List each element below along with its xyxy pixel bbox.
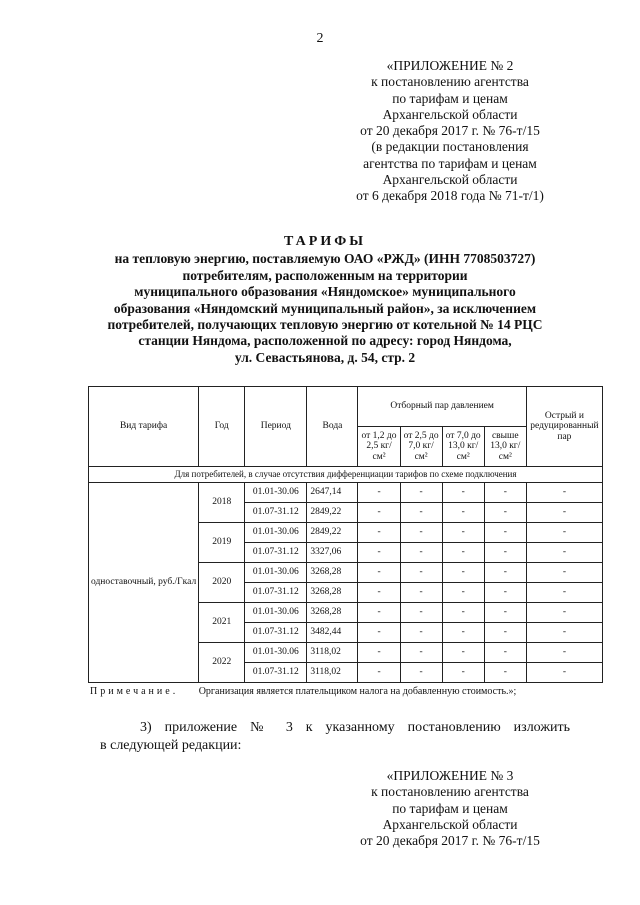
appendix-line: к постановлению агентства — [371, 784, 529, 800]
title-line: на тепловую энергию, поставляемую ОАО «РЖД» (ИНН 7708503727) — [114, 251, 536, 267]
document-title — [90, 234, 560, 366]
steam-2-cell: - — [400, 643, 442, 663]
steam-4-cell: - — [484, 503, 526, 523]
header-water: Вода — [307, 387, 358, 467]
steam-2-cell: - — [400, 503, 442, 523]
title-line: потребителям, расположенным на территории — [182, 267, 468, 283]
title-line: станции Няндома, расположенной по адресу: город Няндома, — [138, 333, 512, 349]
steam-1-cell: - — [358, 643, 400, 663]
water-value-cell: 3268,28 — [307, 563, 358, 583]
period-cell: 01.07-31.12 — [245, 623, 307, 643]
steam-1-cell: - — [358, 503, 400, 523]
water-value-cell: 3482,44 — [307, 623, 358, 643]
title-line: ул. Севастьянова, д. 54, стр. 2 — [234, 349, 416, 365]
note-text: Организация является плательщиком налога на добавленную стоимость.»; — [198, 686, 517, 697]
steam-3-cell: - — [442, 603, 484, 623]
page-number: 2 — [316, 31, 324, 46]
steam-1-cell: - — [358, 483, 400, 503]
steam-1-cell: - — [358, 563, 400, 583]
sharp-steam-cell: - — [526, 643, 602, 663]
header-period: Период — [245, 387, 307, 467]
sharp-steam-cell: - — [526, 563, 602, 583]
water-value-cell: 3268,28 — [307, 583, 358, 603]
title-line: потребителей, получающих тепловую энергию от котельной № 14 РЦС — [107, 317, 543, 333]
appendix-line: (в редакции постановления — [371, 139, 529, 155]
steam-2-cell: - — [400, 523, 442, 543]
title-line: образования «Няндомский муниципальный район», за исключением — [113, 300, 537, 316]
sharp-steam-cell: - — [526, 503, 602, 523]
year-cell: 2021 — [199, 603, 245, 643]
steam-1-cell: - — [358, 603, 400, 623]
period-cell: 01.07-31.12 — [245, 583, 307, 603]
sharp-steam-cell: - — [526, 603, 602, 623]
water-value-cell: 2647,14 — [307, 483, 358, 503]
appendix-3-header — [330, 768, 570, 849]
appendix-line: Архангельской области — [382, 172, 518, 188]
year-cell: 2022 — [199, 643, 245, 683]
steam-3-cell: - — [442, 503, 484, 523]
year-cell: 2020 — [199, 563, 245, 603]
appendix-line: от 6 декабря 2018 года № 71-т/1) — [356, 188, 544, 204]
steam-2-cell: - — [400, 563, 442, 583]
steam-3-cell: - — [442, 663, 484, 683]
sharp-steam-cell: - — [526, 523, 602, 543]
title-heading: ТАРИФЫ — [284, 234, 366, 249]
appendix-line: по тарифам и ценам — [392, 800, 508, 816]
period-cell: 01.01-30.06 — [245, 523, 307, 543]
steam-3-cell: - — [442, 523, 484, 543]
period-cell: 01.07-31.12 — [245, 543, 307, 563]
section-note: Для потребителей, в случае отсутствия дифференциации тарифов по схеме подключения — [89, 467, 603, 483]
sharp-steam-cell: - — [526, 583, 602, 603]
year-cell: 2019 — [199, 523, 245, 563]
water-value-cell: 3268,28 — [307, 603, 358, 623]
sharp-steam-cell: - — [526, 663, 602, 683]
steam-4-cell: - — [484, 543, 526, 563]
period-cell: 01.01-30.06 — [245, 643, 307, 663]
year-cell: 2018 — [199, 483, 245, 523]
appendix-line: от 20 декабря 2017 г. № 76-т/15 — [360, 833, 540, 849]
steam-2-cell: - — [400, 543, 442, 563]
tariff-table — [88, 386, 603, 683]
steam-2-cell: - — [400, 483, 442, 503]
steam-2-cell: - — [400, 663, 442, 683]
appendix-line: агентства по тарифам и ценам — [363, 155, 537, 171]
steam-2-cell: - — [400, 583, 442, 603]
header-steam-2: от 2,5 до 7,0 кг/см² — [400, 427, 442, 467]
header-year: Год — [199, 387, 245, 467]
header-steam-4: свыше 13,0 кг/см² — [484, 427, 526, 467]
steam-3-cell: - — [442, 643, 484, 663]
period-cell: 01.01-30.06 — [245, 603, 307, 623]
steam-4-cell: - — [484, 623, 526, 643]
header-sharp-steam: Острый и редуцированный пар — [526, 387, 602, 467]
sharp-steam-cell: - — [526, 483, 602, 503]
steam-4-cell: - — [484, 583, 526, 603]
header-steam-3: от 7,0 до 13,0 кг/см² — [442, 427, 484, 467]
steam-1-cell: - — [358, 663, 400, 683]
tariff-type-cell: одноставочный, руб./Гкал — [89, 483, 199, 683]
steam-4-cell: - — [484, 603, 526, 623]
appendix-line: «ПРИЛОЖЕНИЕ № 3 — [386, 768, 514, 783]
header-steam-1: от 1,2 до 2,5 кг/см² — [358, 427, 400, 467]
appendix-line: «ПРИЛОЖЕНИЕ № 2 — [386, 58, 514, 73]
period-cell: 01.01-30.06 — [245, 563, 307, 583]
period-cell: 01.07-31.12 — [245, 503, 307, 523]
appendix-2-header — [330, 58, 570, 205]
steam-4-cell: - — [484, 483, 526, 503]
sharp-steam-cell: - — [526, 623, 602, 643]
water-value-cell: 3118,02 — [307, 663, 358, 683]
appendix-line: Архангельской области — [382, 816, 518, 832]
steam-1-cell: - — [358, 523, 400, 543]
steam-3-cell: - — [442, 623, 484, 643]
header-steam-group: Отборный пар давлением — [358, 387, 526, 427]
water-value-cell: 3327,06 — [307, 543, 358, 563]
appendix-line: Архангельской области — [382, 106, 518, 122]
appendix-line: к постановлению агентства — [371, 74, 529, 90]
steam-4-cell: - — [484, 643, 526, 663]
steam-4-cell: - — [484, 563, 526, 583]
paragraph-line: 3) приложение № 3 к указанному постановлению изложить — [140, 720, 570, 735]
water-value-cell: 3118,02 — [307, 643, 358, 663]
steam-3-cell: - — [442, 563, 484, 583]
steam-4-cell: - — [484, 663, 526, 683]
appendix-line: от 20 декабря 2017 г. № 76-т/15 — [360, 123, 540, 139]
steam-4-cell: - — [484, 523, 526, 543]
paragraph-line: в следующей редакции: — [100, 738, 242, 753]
water-value-cell: 2849,22 — [307, 503, 358, 523]
table-row — [89, 483, 603, 503]
appendix-line: по тарифам и ценам — [392, 90, 508, 106]
period-cell: 01.01-30.06 — [245, 483, 307, 503]
steam-1-cell: - — [358, 623, 400, 643]
steam-2-cell: - — [400, 623, 442, 643]
sharp-steam-cell: - — [526, 543, 602, 563]
steam-1-cell: - — [358, 543, 400, 563]
header-tariff-type: Вид тарифа — [89, 387, 199, 467]
water-value-cell: 2849,22 — [307, 523, 358, 543]
steam-3-cell: - — [442, 483, 484, 503]
steam-2-cell: - — [400, 603, 442, 623]
steam-3-cell: - — [442, 583, 484, 603]
note-label: Примечание. — [90, 686, 179, 697]
steam-3-cell: - — [442, 543, 484, 563]
title-line: муниципального образования «Няндомское» муниципального — [134, 284, 516, 300]
period-cell: 01.07-31.12 — [245, 663, 307, 683]
steam-1-cell: - — [358, 583, 400, 603]
note — [90, 686, 620, 697]
